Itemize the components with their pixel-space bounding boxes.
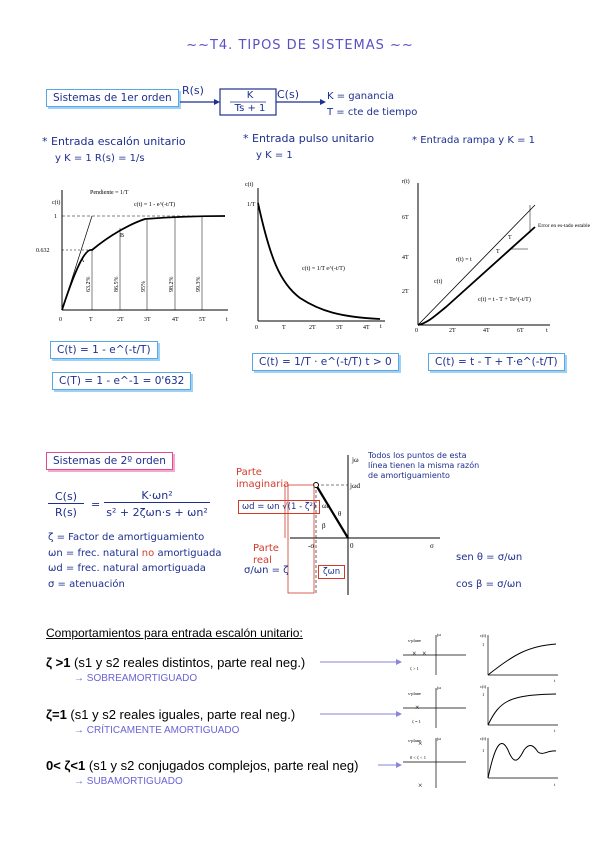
s-plane-jw: jω — [352, 456, 359, 464]
step-xtick: 4T — [172, 317, 179, 323]
result-underdamped: → SUBAMORTIGUADO — [74, 776, 183, 787]
pole-underdamped-1: × — [418, 739, 423, 748]
def-sigma: σ = atenuación — [48, 578, 125, 590]
ramp-xtick: 4T — [483, 328, 490, 334]
zlabel-critical: ζ = 1 — [412, 719, 421, 724]
s-plane-jwd: jωd — [350, 482, 361, 490]
damping-line-note: Todos los puntos de esta línea tienen la misma razón de amortiguamiento — [368, 451, 480, 480]
t-label-overdamped: t — [554, 678, 556, 683]
ramp-ytick-6t: 6T — [402, 215, 409, 221]
pulse-formula-box: C(t) = 1/T · e^(-t/T) t > 0 — [252, 353, 399, 371]
one-label-overdamped: 1 — [482, 642, 485, 647]
behaviour-heading: Comportamientos para entrada escalón unitario: — [46, 626, 303, 640]
pulse-input-heading: * Entrada pulso unitario — [243, 132, 375, 145]
step-formula-box: C(t) = 1 - e^(-t/T) — [50, 341, 158, 359]
rs-label: R(s) — [182, 84, 204, 97]
pole-overdamped-1: × — [412, 649, 417, 658]
page-title: ~~T4. TIPOS DE SISTEMAS ~~ — [186, 38, 414, 53]
tf-lhs-den: R(s) — [55, 506, 77, 519]
s-plane-zero: 0 — [350, 542, 354, 550]
ramp-ct-label: c(t) — [434, 279, 443, 285]
sen-theta-formula: sen θ = σ/ωn — [456, 552, 523, 563]
one-label-critical: 1 — [482, 692, 485, 697]
parte-real-label: Parte real — [253, 543, 279, 566]
def-zeta: ζ = Factor de amortiguamiento — [48, 532, 205, 543]
tf-lhs-num: C(s) — [48, 490, 84, 504]
zlabel-underdamped: 0 < ζ < 1 — [410, 755, 426, 760]
pole-underdamped-2: × — [418, 781, 423, 790]
second-order-label: Sistemas de 2º orden — [46, 452, 173, 470]
step-point-b: B — [120, 233, 125, 239]
t-label-underdamped: t — [554, 782, 556, 787]
behaviour-item-overdamped — [46, 655, 305, 670]
s-plane-neg-sigma: -σ — [308, 542, 315, 550]
pulse-ylabel: c(t) — [245, 182, 254, 188]
pulse-input-sub: y K = 1 — [256, 150, 293, 161]
ramp-xtick: 6T — [517, 328, 524, 334]
ramp-t2: T — [496, 249, 500, 255]
step-xtick: 3T — [144, 317, 151, 323]
tf-equals: = — [91, 498, 101, 511]
step-xtick: T — [89, 317, 93, 323]
second-order-definitions — [48, 530, 222, 592]
ct-label-underdamped: c(t) — [480, 736, 487, 741]
ramp-input-heading: * Entrada rampa y K = 1 — [412, 135, 536, 146]
ct-label-critical: c(t) — [480, 684, 487, 689]
splane-label-underdamped: s-plane — [408, 738, 421, 743]
cond-underdamped: 0< ζ<1 — [46, 758, 86, 773]
behaviour-item-critical — [46, 707, 295, 722]
step-percent-label: 63.2% — [86, 276, 92, 292]
jw-label-underdamped: jω — [437, 736, 442, 741]
pulse-xtick: T — [282, 325, 286, 331]
t-definition: T = cte de tiempo — [327, 107, 418, 118]
result-critical: → CRÍTICAMENTE AMORTIGUADO — [74, 725, 240, 736]
sigma-fraction: σ/ωn = ζ — [244, 565, 289, 576]
first-order-label: Sistemas de 1er orden — [46, 89, 179, 107]
pulse-curve-label: c(t) = 1/T e^(-t/T) — [302, 266, 345, 272]
step-ylabel: c(t) — [52, 200, 61, 206]
ramp-xlabel: t — [546, 328, 548, 334]
pulse-xtick: 3T — [336, 325, 343, 331]
step-y1: 1 — [54, 214, 57, 220]
zlabel-overdamped: ζ > 1 — [410, 666, 419, 671]
s-plane-theta: θ — [338, 510, 342, 518]
ramp-formula-box: C(t) = t - T + T·e^(-t/T) — [428, 353, 565, 371]
desc-overdamped: (s1 y s2 reales distintos, parte real neg.) — [70, 655, 306, 670]
ramp-ytick-2t: 2T — [402, 289, 409, 295]
ramp-xtick: 2T — [449, 328, 456, 334]
step-slope-label: Pendiente = 1/T — [90, 190, 129, 196]
block-den: Ts + 1 — [234, 103, 266, 114]
ramp-rt-label: r(t) = t — [456, 257, 472, 263]
step-xtick: 5T — [199, 317, 206, 323]
step-xtick: 2T — [117, 317, 124, 323]
behaviour-plots — [318, 630, 568, 790]
step-point-a: A — [80, 258, 85, 264]
step-input-heading: * Entrada escalón unitario — [42, 135, 186, 148]
step-percent-label: 86.5% — [114, 276, 120, 292]
pulse-xlabel: t — [380, 324, 382, 330]
desc-underdamped: (s1 y s2 conjugados complejos, parte real neg) — [85, 758, 359, 773]
tf-den: s² + 2ζωn·s + ωn² — [106, 506, 208, 519]
splane-label-overdamped: s-plane — [408, 638, 421, 643]
step-response-plot — [30, 180, 235, 325]
def-wn: ωn = frec. natural no amortiguada — [48, 547, 222, 559]
pole-critical: × — [415, 703, 420, 712]
splane-label-critical: s-plane — [408, 691, 421, 696]
cond-critical: ζ=1 — [46, 707, 67, 722]
result-overdamped: → SOBREAMORTIGUADO — [74, 673, 198, 684]
tf-num: K·ωn² — [104, 489, 210, 503]
step-y0632: 0.632 — [36, 248, 50, 254]
step-percent-label: 98.2% — [169, 276, 175, 292]
ramp-response-plot — [400, 175, 591, 334]
desc-critical: (s1 y s2 reales iguales, parte real neg.) — [66, 707, 296, 722]
ramp-ytick-4t: 4T — [402, 255, 409, 261]
step-percent-label: 99.3% — [196, 276, 202, 292]
pulse-y1t: 1/T — [247, 202, 256, 208]
cond-overdamped: ζ >1 — [46, 655, 71, 670]
pulse-xtick: 0 — [255, 325, 258, 331]
s-plane-beta: β — [322, 522, 326, 530]
step-xlabel: t — [226, 317, 228, 323]
behaviour-item-underdamped — [46, 758, 358, 773]
one-label-underdamped: 1 — [482, 748, 485, 753]
jw-label-overdamped: jω — [437, 632, 442, 637]
step-percent-label: 95% — [141, 281, 147, 292]
parte-imaginaria-label: Parte imaginaria — [236, 467, 290, 490]
pulse-xtick: 2T — [309, 325, 316, 331]
step-input-sub: y K = 1 R(s) = 1/s — [55, 153, 145, 164]
k-definition: K = ganancia — [327, 91, 394, 102]
jw-label-critical: jω — [437, 685, 442, 690]
ramp-ct-formula: c(t) = t - T + Te^(-t/T) — [478, 297, 531, 303]
pulse-xtick: 4T — [363, 325, 370, 331]
t-label-critical: t — [554, 728, 556, 733]
zeta-wn-box: ζωn — [318, 565, 345, 579]
step-time-constant-box: C(T) = 1 - e^-1 = 0'632 — [52, 372, 191, 390]
cos-beta-formula: cos β = σ/ωn — [456, 579, 522, 590]
ct-label-overdamped: c(t) — [480, 633, 487, 638]
ramp-t1: T — [508, 235, 512, 241]
ramp-xtick: 0 — [415, 328, 418, 334]
step-curve-label: c(t) = 1 - e^(-t/T) — [134, 202, 176, 208]
step-xtick: 0 — [59, 317, 62, 323]
pole-overdamped-2: × — [422, 649, 427, 658]
s-plane-sigma: σ — [430, 542, 434, 550]
def-wd: ωd = frec. natural amortiguada — [48, 563, 206, 574]
cs-label: C(s) — [277, 88, 299, 101]
s-plane-wn: ωn — [322, 502, 331, 510]
pulse-response-plot — [240, 178, 390, 331]
ramp-error-label: Error en es-tado estable — [538, 223, 591, 229]
ramp-ylabel: r(t) — [402, 179, 410, 185]
wd-formula-box: ωd = ωn √(1 - ζ²) — [238, 500, 320, 514]
block-num: K — [246, 90, 254, 101]
